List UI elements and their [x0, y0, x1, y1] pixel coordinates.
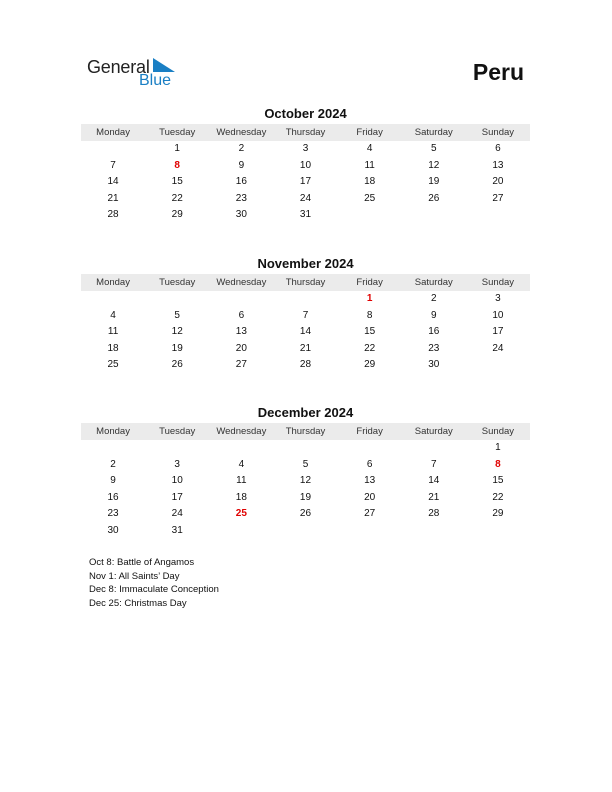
month-title: November 2024 — [257, 256, 354, 271]
month-grid — [81, 291, 530, 374]
week-row — [81, 341, 530, 358]
week-row — [81, 291, 530, 308]
week-row — [81, 324, 530, 341]
week-row — [81, 490, 530, 507]
day-cell: 12 — [428, 159, 440, 171]
day-cell: 27 — [364, 508, 376, 520]
empty-day-cell — [338, 440, 402, 457]
empty-day-cell — [81, 141, 145, 158]
day-cell: 2 — [110, 458, 116, 470]
weekday-label: Sunday — [481, 426, 515, 437]
day-cell: 10 — [171, 475, 183, 487]
day-cell: 17 — [171, 491, 183, 503]
logo-triangle-icon — [153, 58, 175, 72]
day-cell: 21 — [107, 192, 119, 204]
week-row — [81, 174, 530, 191]
day-cell: 18 — [107, 342, 119, 354]
day-cell: 2 — [430, 293, 437, 304]
holiday-day-cell: 8 — [495, 458, 501, 470]
day-cell: 3 — [174, 458, 180, 470]
day-cell: 1 — [174, 143, 180, 154]
empty-day-cell — [273, 523, 337, 540]
day-cell: 5 — [302, 458, 309, 470]
weekday-label: Tuesday — [159, 127, 196, 138]
day-cell: 11 — [236, 475, 247, 487]
day-cell: 3 — [302, 143, 309, 154]
empty-day-cell — [209, 291, 273, 308]
day-cell: 19 — [171, 342, 183, 354]
logo-blue-text: Blue — [139, 72, 172, 89]
weekday-label: Monday — [96, 127, 130, 138]
day-cell: 3 — [495, 293, 501, 304]
empty-day-cell — [209, 523, 273, 540]
empty-day-cell — [145, 440, 209, 457]
day-cell: 31 — [171, 524, 183, 536]
day-cell: 27 — [235, 359, 247, 371]
week-row — [81, 158, 530, 175]
day-cell: 2 — [238, 143, 245, 154]
day-cell: 6 — [495, 143, 501, 154]
day-cell: 16 — [107, 491, 119, 503]
day-cell: 10 — [492, 309, 504, 321]
day-cell: 4 — [238, 458, 245, 470]
holiday-day-cell: 1 — [366, 293, 373, 304]
day-cell: 19 — [299, 491, 312, 503]
weekday-label: Tuesday — [159, 277, 196, 288]
day-cell: 7 — [430, 458, 437, 470]
empty-day-cell — [466, 357, 530, 374]
day-cell: 12 — [299, 475, 312, 487]
day-cell: 20 — [492, 176, 504, 188]
week-row — [81, 473, 530, 490]
week-row — [81, 141, 530, 158]
day-cell: 26 — [299, 508, 312, 520]
month-title: October 2024 — [264, 106, 347, 121]
day-cell: 22 — [171, 192, 183, 204]
day-cell: 17 — [492, 326, 504, 338]
day-cell: 31 — [299, 209, 312, 221]
weekday-label: Saturday — [414, 277, 453, 288]
day-cell: 14 — [428, 475, 440, 487]
day-cell: 13 — [492, 159, 504, 171]
empty-day-cell — [81, 440, 145, 457]
weekday-header — [81, 274, 530, 291]
month-grid — [81, 141, 530, 224]
holiday-day-cell: 25 — [235, 508, 247, 520]
day-cell: 21 — [428, 491, 440, 503]
day-cell: 7 — [302, 309, 309, 321]
weekday-label: Tuesday — [159, 426, 196, 437]
holiday-note: Dec 8: Immaculate Conception — [89, 584, 219, 596]
day-cell: 15 — [171, 176, 183, 188]
day-cell: 6 — [366, 458, 373, 470]
holiday-note: Dec 25: Christmas Day — [89, 597, 187, 609]
empty-day-cell — [81, 291, 145, 308]
day-cell: 28 — [299, 359, 312, 371]
weekday-header — [81, 423, 530, 440]
day-cell: 26 — [428, 192, 440, 204]
day-cell: 11 — [364, 159, 375, 171]
empty-day-cell — [402, 440, 466, 457]
weekday-label: Wednesday — [216, 426, 267, 437]
day-cell: 20 — [364, 491, 376, 503]
day-cell: 11 — [107, 326, 119, 338]
week-row — [81, 506, 530, 523]
day-cell: 19 — [428, 176, 440, 188]
week-row — [81, 308, 530, 325]
day-cell: 5 — [174, 309, 180, 321]
empty-day-cell — [273, 291, 337, 308]
day-cell: 4 — [110, 309, 116, 321]
day-cell: 5 — [430, 143, 437, 154]
day-cell: 22 — [492, 491, 504, 503]
holiday-notes — [89, 556, 219, 610]
weekday-label: Thursday — [285, 127, 326, 138]
weekday-label: Friday — [356, 127, 383, 138]
logo — [87, 55, 187, 91]
day-cell: 16 — [235, 176, 247, 188]
empty-day-cell — [273, 440, 337, 457]
week-row — [81, 440, 530, 457]
weekday-label: Wednesday — [216, 127, 267, 138]
day-cell: 9 — [110, 475, 116, 487]
empty-day-cell — [209, 440, 273, 457]
empty-day-cell — [466, 207, 530, 224]
holiday-note: Nov 1: All Saints’ Day — [89, 570, 180, 582]
month-grid — [81, 440, 530, 540]
weekday-label: Wednesday — [216, 277, 267, 288]
month-title: December 2024 — [257, 405, 354, 420]
empty-day-cell — [402, 523, 466, 540]
week-row — [81, 207, 530, 224]
weekday-label: Friday — [356, 277, 383, 288]
empty-day-cell — [466, 523, 530, 540]
weekday-label: Monday — [96, 277, 130, 288]
week-row — [81, 357, 530, 374]
empty-day-cell — [338, 207, 402, 224]
day-cell: 26 — [171, 359, 183, 371]
week-row — [81, 457, 530, 474]
day-cell: 29 — [171, 209, 183, 221]
day-cell: 16 — [428, 326, 440, 338]
weekday-label: Thursday — [285, 277, 326, 288]
day-cell: 20 — [235, 342, 247, 354]
day-cell: 15 — [492, 475, 504, 487]
day-cell: 29 — [364, 359, 376, 371]
day-cell: 29 — [492, 508, 504, 520]
holiday-note: Oct 8: Battle of Angamos — [89, 557, 195, 568]
day-cell: 25 — [364, 192, 376, 204]
day-cell: 14 — [299, 326, 312, 338]
day-cell: 27 — [492, 192, 504, 204]
weekday-label: Saturday — [414, 127, 453, 138]
day-cell: 13 — [364, 475, 376, 487]
country-title: Peru — [472, 59, 524, 85]
day-cell: 9 — [238, 159, 245, 171]
empty-day-cell — [402, 207, 466, 224]
day-cell: 8 — [366, 309, 373, 321]
weekday-label: Thursday — [285, 426, 326, 437]
day-cell: 18 — [364, 176, 376, 188]
weekday-label: Saturday — [414, 426, 453, 437]
day-cell: 6 — [238, 309, 245, 321]
day-cell: 15 — [364, 326, 376, 338]
empty-day-cell — [338, 523, 402, 540]
week-row — [81, 523, 530, 540]
day-cell: 23 — [428, 342, 440, 354]
weekday-label: Sunday — [481, 127, 515, 138]
day-cell: 23 — [107, 508, 119, 520]
day-cell: 23 — [235, 192, 247, 204]
day-cell: 22 — [364, 342, 376, 354]
day-cell: 13 — [235, 326, 247, 338]
holiday-day-cell: 8 — [174, 159, 180, 171]
day-cell: 30 — [235, 209, 247, 221]
day-cell: 21 — [299, 342, 312, 354]
month-november — [81, 256, 530, 374]
day-cell: 1 — [495, 442, 501, 453]
day-cell: 24 — [171, 508, 183, 520]
month-october — [81, 106, 530, 224]
day-cell: 30 — [107, 524, 119, 536]
weekday-label: Sunday — [481, 277, 515, 288]
weekday-label: Friday — [356, 426, 383, 437]
day-cell: 9 — [430, 309, 437, 321]
week-row — [81, 191, 530, 208]
day-cell: 10 — [299, 159, 312, 171]
month-december — [81, 405, 530, 540]
day-cell: 28 — [107, 209, 119, 221]
day-cell: 28 — [428, 508, 440, 520]
day-cell: 24 — [299, 192, 312, 204]
logo-general-text: General — [87, 57, 150, 77]
day-cell: 7 — [110, 159, 116, 171]
day-cell: 17 — [299, 176, 312, 188]
day-cell: 24 — [492, 342, 504, 354]
day-cell: 4 — [366, 143, 373, 154]
day-cell: 18 — [235, 491, 247, 503]
day-cell: 12 — [171, 326, 183, 338]
empty-day-cell — [145, 291, 209, 308]
day-cell: 25 — [107, 359, 119, 371]
weekday-header — [81, 124, 530, 141]
weekday-label: Monday — [96, 426, 130, 437]
day-cell: 30 — [428, 359, 440, 371]
day-cell: 14 — [107, 176, 119, 188]
